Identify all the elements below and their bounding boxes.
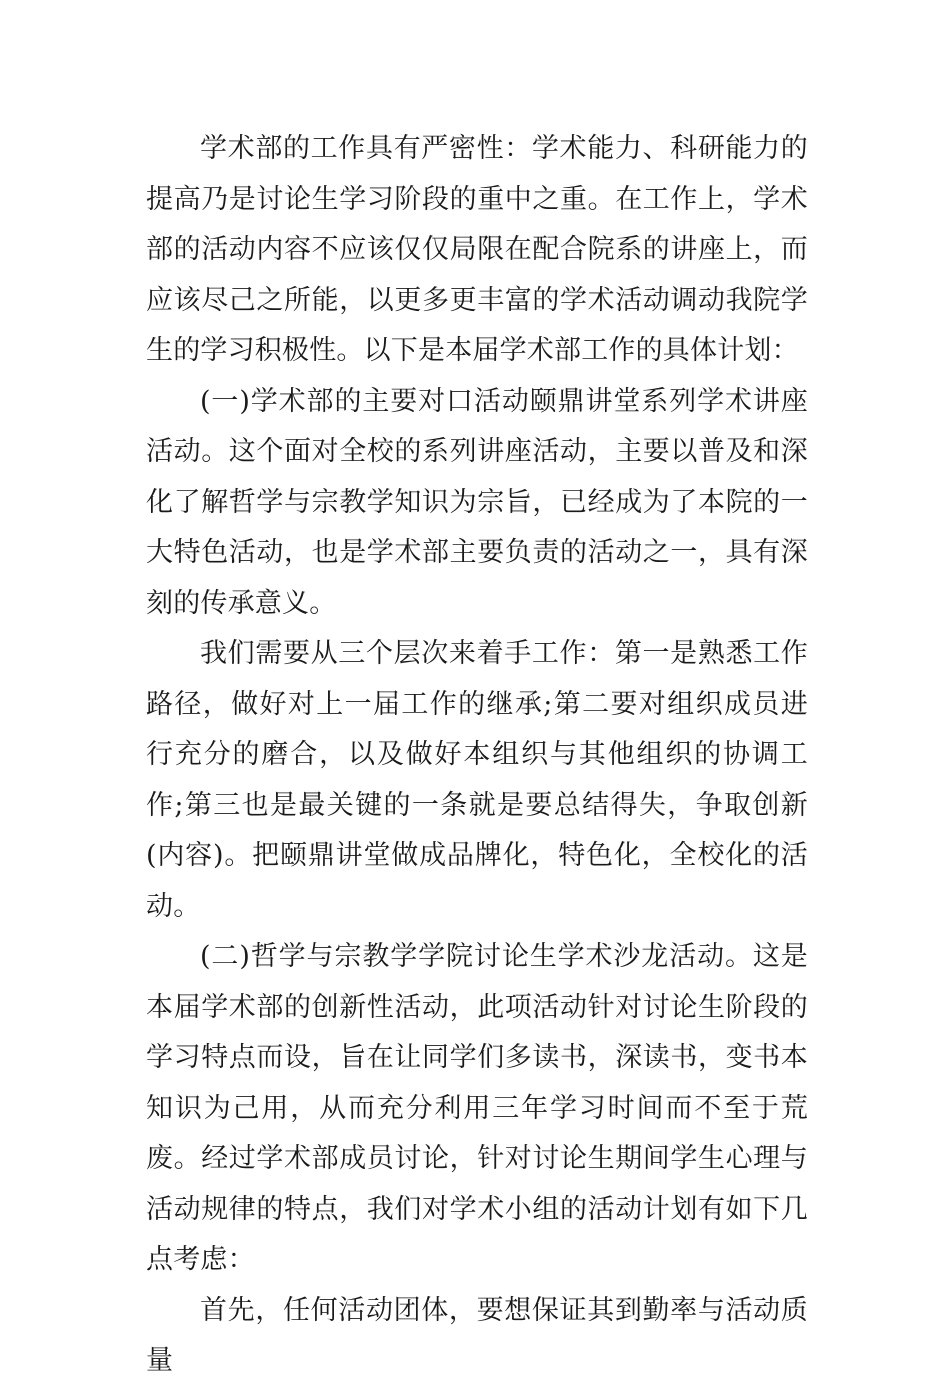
document-body <box>146 124 808 1387</box>
paragraph-section-one: (一)学术部的主要对口活动颐鼎讲堂系列学术讲座活动。这个面对全校的系列讲座活动，主要以普及和深化了解哲学与宗教学知识为宗旨，已经成为了本院的一大特色活动，也是学术部主要负责的活动之一，具有深刻的传承意义。 <box>146 385 808 619</box>
paragraph-first-point: 首先，任何活动团体，要想保证其到勤率与活动质量 <box>146 1294 808 1376</box>
paragraph-intro: 学术部的工作具有严密性：学术能力、科研能力的提高乃是讨论生学习阶段的重中之重。在工作上，学术部的活动内容不应该仅仅局限在配合院系的讲座上，而应该尽己之所能，以更多更丰富的学术活动调动我院学生的学习积极性。以下是本届学术部工作的具体计划： <box>146 133 808 366</box>
paragraph-section-two: (二)哲学与宗教学学院讨论生学术沙龙活动。这是本届学术部的创新性活动，此项活动针对讨论生阶段的学习特点而设，旨在让同学们多读书，深读书，变书本知识为己用，从而充分利用三年学习时间而不至于荒废。经过学术部成员讨论，针对讨论生期间学生心理与活动规律的特点，我们对学术小组的活动计划有如下几点考虑： <box>146 941 808 1275</box>
paragraph-three-levels: 我们需要从三个层次来着手工作：第一是熟悉工作路径，做好对上一届工作的继承;第二要对组织成员进行充分的磨合，以及做好本组织与其他组织的协调工作;第三也是最关键的一条就是要总结得失，争取创新(内容)。把颐鼎讲堂做成品牌化，特色化，全校化的活动。 <box>146 638 808 922</box>
